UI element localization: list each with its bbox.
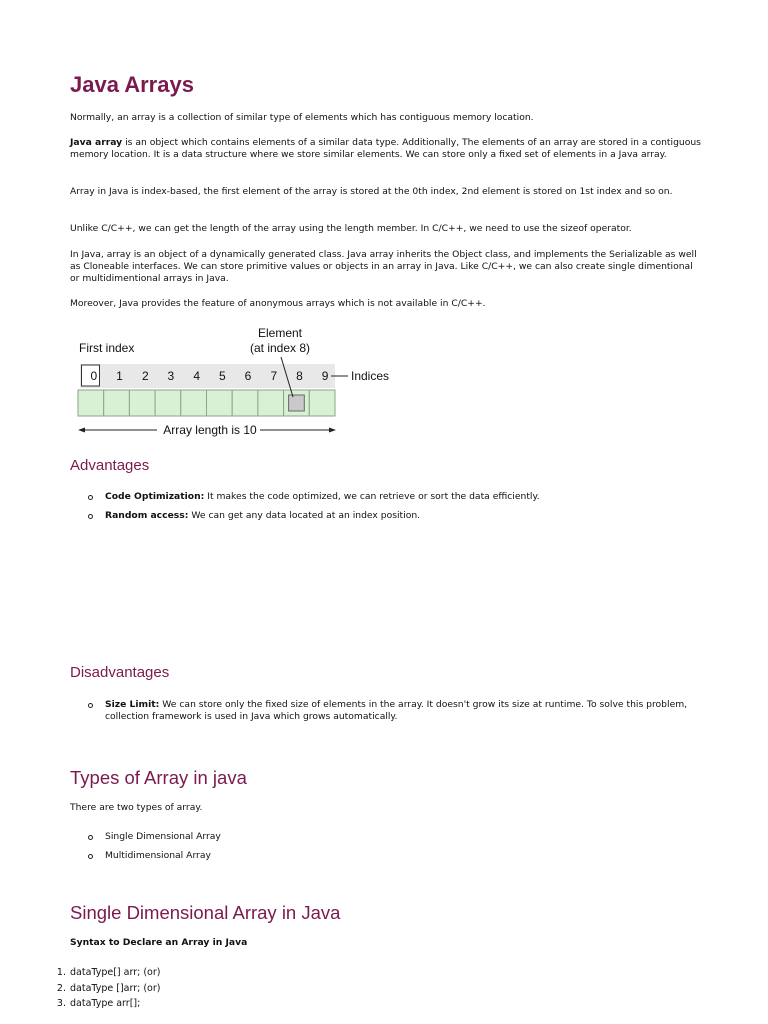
list-item-term: Size Limit: bbox=[105, 699, 160, 710]
advantages-list bbox=[70, 491, 690, 529]
line-number: 2. bbox=[56, 982, 66, 994]
indices-label: Indices bbox=[351, 369, 390, 383]
highlighted-element bbox=[289, 395, 305, 411]
list-item-term: Code Optimization: bbox=[105, 491, 205, 502]
code-text: dataType arr[]; bbox=[70, 998, 141, 1009]
types-intro: There are two types of array. bbox=[70, 802, 203, 813]
array-length-label: Array length is 10 bbox=[163, 423, 257, 437]
list-item-term: Random access: bbox=[105, 510, 189, 521]
code-line bbox=[0, 981, 160, 997]
types-list bbox=[70, 831, 690, 869]
advantages-heading: Advantages bbox=[70, 457, 150, 474]
index-label-1: 1 bbox=[116, 369, 123, 383]
array-cell-1 bbox=[104, 390, 130, 416]
index-label-5: 5 bbox=[218, 369, 226, 383]
element-label: Element bbox=[257, 326, 303, 340]
array-cell-7 bbox=[258, 390, 284, 416]
first-index-label: First index bbox=[79, 341, 135, 355]
index-paragraph: Array in Java is index-based, the first element of the array is stored at the 0th index, 2nd element is stored on 1st index and so on. bbox=[70, 186, 673, 197]
list-item: Single Dimensional Array bbox=[70, 831, 690, 843]
code-line bbox=[0, 996, 160, 1012]
single-dimensional-heading: Single Dimensional Array in Java bbox=[70, 902, 341, 923]
index-label-7: 7 bbox=[270, 369, 278, 383]
disadvantages-list bbox=[70, 699, 690, 730]
element-index-label: (at index 8) bbox=[249, 341, 311, 355]
object-paragraph: In Java, array is an object of a dynamically generated class. Java array inherits the Object class, and implements the Serializable as well as Cloneable interfaces. We can store primitive values or objects in an array in Java. Like C/C++, we can also create single dimentional or multidimentional arrays in Java. bbox=[70, 249, 697, 284]
length-paragraph: Unlike C/C++, we can get the length of the array using the length member. In C/C++, we need to use the sizeof operator. bbox=[70, 223, 632, 234]
code-text: dataType []arr; (or) bbox=[70, 982, 161, 994]
array-cell-2 bbox=[129, 390, 155, 416]
array-cell-4 bbox=[181, 390, 207, 416]
index-label-9: 9 bbox=[321, 369, 329, 383]
line-number: 3. bbox=[56, 998, 66, 1009]
code-line bbox=[0, 965, 160, 981]
syntax-title: Syntax to Declare an Array in Java bbox=[70, 937, 248, 948]
index-label-4: 4 bbox=[193, 369, 201, 383]
intro-paragraph: Normally, an array is a collection of similar type of elements which has contiguous memory location. bbox=[70, 112, 534, 123]
types-heading: Types of Array in java bbox=[70, 767, 247, 788]
array-cell-6 bbox=[232, 390, 258, 416]
java-array-paragraph bbox=[70, 137, 702, 161]
array-cells bbox=[78, 390, 335, 416]
page-title: Java Arrays bbox=[70, 72, 194, 97]
index-label-0: 0 bbox=[90, 369, 98, 383]
line-number: 1. bbox=[56, 967, 66, 978]
length-arrowhead-left bbox=[78, 428, 85, 433]
list-item bbox=[70, 510, 690, 522]
anonymous-paragraph: Moreover, Java provides the feature of anonymous arrays which is not available in C/C++. bbox=[70, 298, 486, 309]
list-item bbox=[70, 491, 690, 503]
list-item-text: It makes the code optimized, we can retrieve or sort the data efficiently. bbox=[204, 491, 540, 502]
list-item: Multidimensional Array bbox=[70, 850, 690, 862]
index-label-8: 8 bbox=[296, 369, 303, 383]
list-item-text: We can get any data located at an index position. bbox=[188, 510, 421, 521]
java-array-term: Java array bbox=[70, 137, 123, 148]
index-label-6: 6 bbox=[244, 369, 252, 383]
list-item bbox=[70, 699, 690, 723]
syntax-code-list bbox=[0, 965, 160, 1012]
index-label-3: 3 bbox=[167, 369, 175, 383]
java-array-description: is an object which contains elements of a similar data type. Additionally, The elements of an array are stored in a contiguous memory location. It is a data structure where we store similar elements. We can store only a fixed set of elements in a Java array. bbox=[70, 137, 701, 160]
index-label-2: 2 bbox=[141, 369, 149, 383]
list-item-text: We can store only the fixed size of elements in the array. It doesn't grow its size at runtime. To solve this problem, collection framework is used in Java which grows automatically. bbox=[105, 699, 688, 722]
length-arrowhead-right bbox=[329, 428, 336, 433]
array-cell-0 bbox=[78, 390, 104, 416]
array-cell-3 bbox=[155, 390, 181, 416]
disadvantages-heading: Disadvantages bbox=[70, 664, 170, 681]
code-text: dataType[] arr; (or) bbox=[70, 967, 161, 978]
array-cell-9 bbox=[309, 390, 335, 416]
array-figure bbox=[0, 318, 420, 444]
array-cell-5 bbox=[207, 390, 233, 416]
